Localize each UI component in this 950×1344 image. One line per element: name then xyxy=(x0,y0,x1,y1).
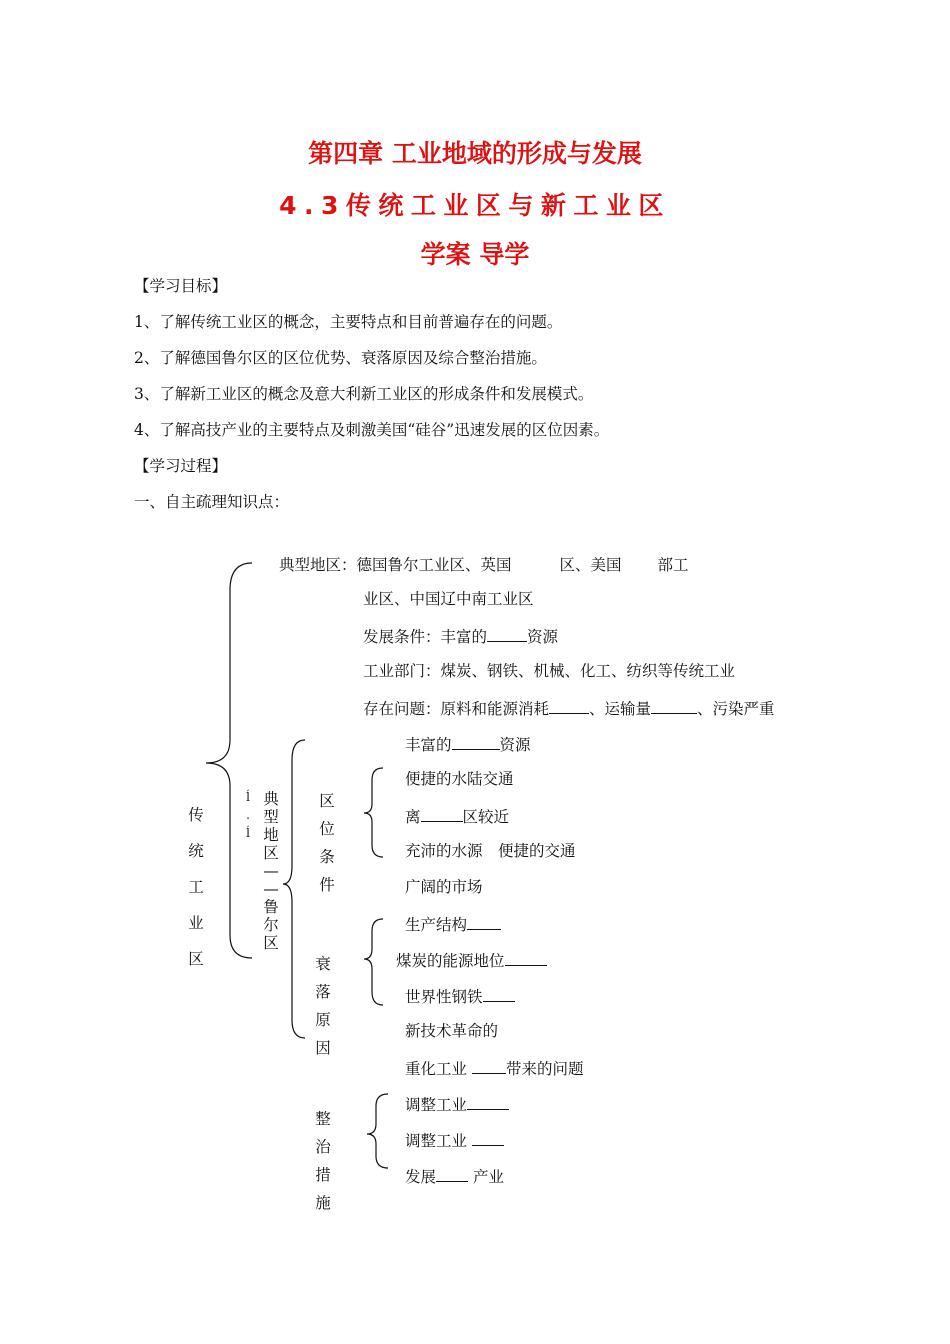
ruhr-mark: ĺ . ĺ xyxy=(246,790,250,840)
blank-consumption xyxy=(549,697,589,714)
goal-item-1: 1、了解传统工业区的概念，主要特点和目前普遍存在的问题。 xyxy=(134,313,563,331)
goal-item-4: 4、了解高技产业的主要特点及刺激美国“硅谷”迅速发展的区位因素。 xyxy=(134,421,610,439)
loc-rich-prefix: 丰富的 xyxy=(405,736,452,754)
typical-area-end: 部工 xyxy=(657,556,689,574)
typical-area-label: 典型地区：德国鲁尔工业区、英国 xyxy=(279,556,512,574)
measure-develop-suffix: 产业 xyxy=(468,1168,504,1186)
process-heading: 【学习过程】 xyxy=(134,457,228,475)
decline-tech: 新技术革命的 xyxy=(405,1022,499,1040)
blank-develop xyxy=(436,1165,468,1182)
decline-structure-text: 生产结构 xyxy=(405,916,468,934)
loc-water: 充沛的水源 便捷的交通 xyxy=(405,842,576,860)
goal-item-3: 3、了解新工业区的概念及意大利新工业区的形成条件和发展模式。 xyxy=(134,385,594,403)
goals-heading: 【学习目标】 xyxy=(134,277,228,295)
location-label: 区 位 条 件 xyxy=(319,792,335,894)
blank-coal xyxy=(505,949,547,966)
measure-develop xyxy=(405,1165,504,1187)
location-brace xyxy=(364,768,383,857)
typical-area-line-2: 业区、中国辽中南工业区 xyxy=(363,590,534,608)
decline-coal-text: 煤炭的能源地位 xyxy=(396,952,505,970)
problems-mid: 、运输量 xyxy=(589,700,652,718)
measures-brace xyxy=(367,1094,388,1168)
dev-condition-suffix: 资源 xyxy=(527,628,559,646)
blank-transport xyxy=(651,697,697,714)
decline-label: 衰 落 原 因 xyxy=(315,955,331,1057)
section-part-1: 一、自主疏理知识点： xyxy=(134,493,290,511)
blank-adjust-1 xyxy=(467,1093,509,1110)
decline-steel xyxy=(405,985,515,1007)
problems xyxy=(363,697,775,719)
root-brace xyxy=(206,563,252,958)
chapter-title: 第四章 工业地域的形成与发展 xyxy=(308,139,642,168)
root-label: 传 统 工 业 区 xyxy=(188,806,204,968)
blank-structure xyxy=(467,913,501,930)
measure-adjust-1-text: 调整工业 xyxy=(405,1096,468,1114)
dev-condition-prefix: 发展条件：丰富的 xyxy=(363,628,488,646)
industry-sectors: 工业部门：煤炭、钢铁、机械、化工、纺织等传统工业 xyxy=(363,662,736,680)
blank-adjust-2 xyxy=(472,1129,504,1146)
decline-structure xyxy=(405,913,501,935)
decline-coal xyxy=(396,949,547,971)
section-title: 4.3传统工业区与新工业区 xyxy=(279,191,671,220)
loc-near xyxy=(405,805,509,827)
measures-label: 整 治 措 施 xyxy=(315,1110,331,1212)
decline-heavy xyxy=(405,1057,583,1079)
decline-heavy-prefix: 重化工业 xyxy=(405,1060,472,1078)
loc-near-prefix: 离 xyxy=(405,808,421,826)
decline-brace xyxy=(364,919,383,1005)
blank-loc-resource xyxy=(452,733,500,750)
blank-resource xyxy=(487,625,527,642)
loc-rich xyxy=(405,733,531,755)
blank-uk xyxy=(512,553,560,570)
loc-near-suffix: 区较近 xyxy=(462,808,510,826)
typical-area-line xyxy=(279,553,689,575)
typical-area-mid: 区、美国 xyxy=(559,556,622,574)
measure-adjust-2 xyxy=(405,1129,504,1151)
loc-rich-suffix: 资源 xyxy=(499,736,531,754)
measure-adjust-1 xyxy=(405,1093,509,1115)
loc-transport: 便捷的水陆交通 xyxy=(405,770,514,788)
ruhr-brace xyxy=(283,740,305,1038)
blank-us xyxy=(622,553,658,570)
measure-adjust-2-text: 调整工业 xyxy=(405,1132,472,1150)
problems-prefix: 存在问题：原料和能源消耗 xyxy=(363,700,550,718)
ruhr-label: 典 型 地 区 — — 鲁 尔 区 xyxy=(263,790,279,952)
decline-steel-text: 世界性钢铁 xyxy=(405,988,483,1006)
decline-heavy-suffix: 带来的问题 xyxy=(505,1060,584,1078)
blank-steel xyxy=(483,985,515,1002)
dev-condition xyxy=(363,625,558,647)
loc-market: 广阔的市场 xyxy=(405,878,483,896)
problems-suffix: 、污染严重 xyxy=(697,700,775,718)
blank-near xyxy=(421,805,463,822)
blank-heavy xyxy=(472,1057,506,1074)
goal-item-2: 2、了解德国鲁尔区的区位优势、衰落原因及综合整治措施。 xyxy=(134,349,547,367)
document-subtitle: 学案 导学 xyxy=(420,240,530,269)
measure-develop-prefix: 发展 xyxy=(405,1168,437,1186)
